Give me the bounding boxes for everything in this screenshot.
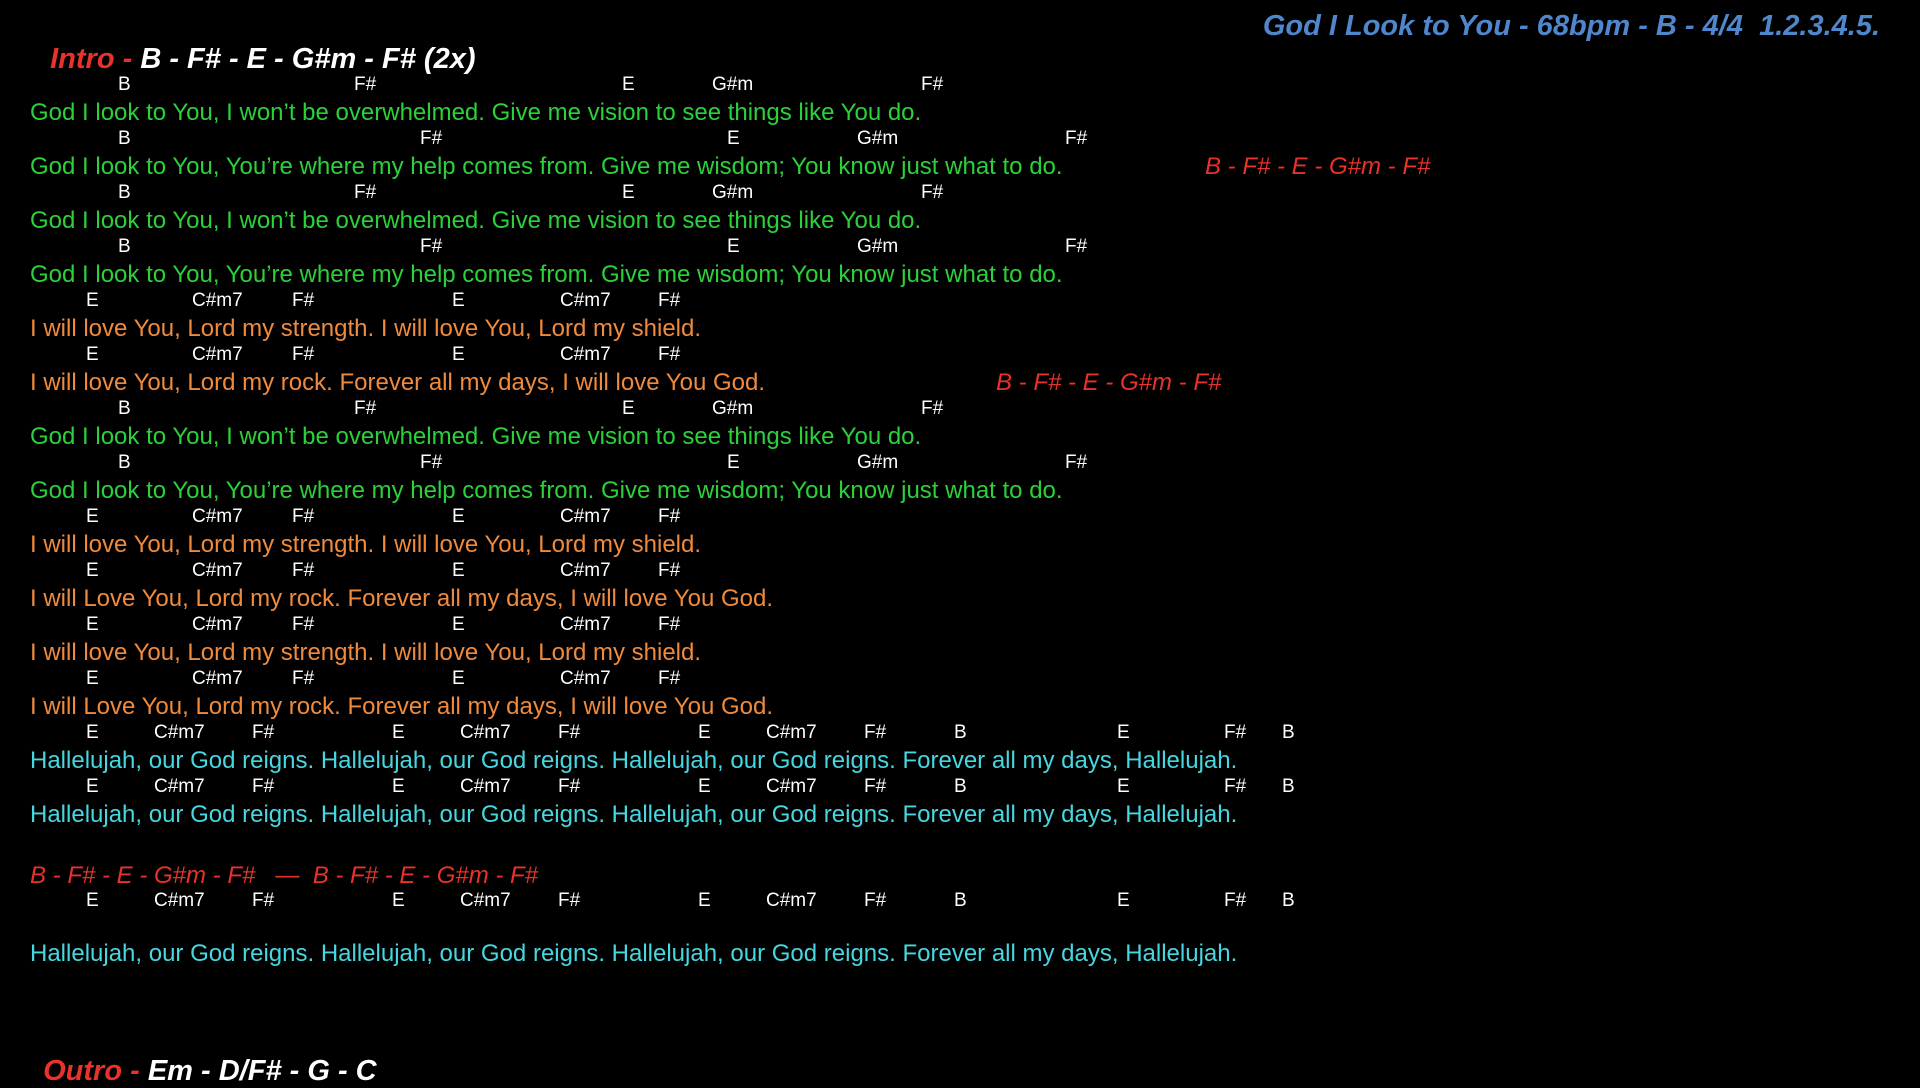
chord-label: E [86,560,99,581]
chord-label: E [622,398,635,419]
chord-label: E [86,614,99,635]
chord-label: F# [1065,236,1088,257]
chord-label: C#m7 [560,668,611,689]
chord-label: C#m7 [560,560,611,581]
intro-label: Intro - [50,43,141,75]
song-title: God I Look to You - 68bpm - B - 4/4 1.2.3.4.5. [1262,10,1880,42]
chord-label: E [86,890,99,911]
chord-label: F# [354,182,377,203]
chord-label: F# [354,74,377,95]
chord-label: E [452,506,465,527]
chord-label: G#m [857,128,899,149]
chord-label: G#m [857,452,899,473]
side-progression: B - F# - E - G#m - F# [996,369,1222,396]
chord-label: E [452,614,465,635]
chord-label: F# [252,776,275,797]
chord-label: B [118,452,131,473]
lyric-line: God I look to You, You’re where my help comes from. Give me wisdom; You know just what to do. [30,153,1063,180]
chord-label: E [698,776,711,797]
chord-label: C#m7 [192,290,243,311]
chord-label: F# [921,398,944,419]
chord-label: C#m7 [192,560,243,581]
chord-label: E [1117,722,1130,743]
chord-label: F# [658,668,681,689]
chord-label: F# [1065,452,1088,473]
chord-label: E [86,290,99,311]
chord-label: C#m7 [766,890,817,911]
chord-label: B [1282,890,1295,911]
chord-label: F# [292,506,315,527]
chord-label: C#m7 [192,344,243,365]
lyric-line: I will love You, Lord my rock. Forever all my days, I will love You God. [30,369,765,396]
chord-label: E [727,128,740,149]
chord-label: C#m7 [154,722,205,743]
chord-label: F# [292,668,315,689]
chord-label: C#m7 [766,776,817,797]
chord-label: B [1282,722,1295,743]
chord-label: F# [292,614,315,635]
chord-label: E [452,560,465,581]
chord-label: F# [354,398,377,419]
chord-label: F# [864,722,887,743]
chord-label: G#m [857,236,899,257]
chord-label: F# [420,128,443,149]
chord-label: E [727,236,740,257]
chord-label: E [86,722,99,743]
chord-label: G#m [712,398,754,419]
chord-label: F# [558,722,581,743]
chord-label: F# [921,74,944,95]
chord-label: F# [658,560,681,581]
lyric-line: Hallelujah, our God reigns. Hallelujah, our God reigns. Hallelujah, our God reigns. Forever all my days, Hallelujah. [30,747,1238,774]
chord-label: E [86,344,99,365]
chord-label: B [118,74,131,95]
chord-label: E [86,506,99,527]
chord-label: F# [292,344,315,365]
chord-label: F# [1065,128,1088,149]
chord-label: B [1282,776,1295,797]
chord-label: C#m7 [766,722,817,743]
chord-label: C#m7 [154,890,205,911]
chord-label: F# [658,506,681,527]
chord-label: E [392,722,405,743]
chord-label: F# [252,890,275,911]
chord-label: C#m7 [560,290,611,311]
lyric-line: God I look to You, I won’t be overwhelmed. Give me vision to see things like You do. [30,207,922,234]
chord-label: C#m7 [192,506,243,527]
chord-label: F# [921,182,944,203]
outro-section [27,1022,377,1088]
chord-label: C#m7 [560,614,611,635]
outro-chords: Em - D/F# - G - C [147,1055,377,1087]
chord-label: B [118,398,131,419]
chord-label: C#m7 [460,722,511,743]
chord-label: E [1117,890,1130,911]
chord-label: F# [1224,890,1247,911]
chord-label: C#m7 [560,344,611,365]
chord-label: C#m7 [460,776,511,797]
chord-label: B [118,128,131,149]
chord-label: F# [420,236,443,257]
chord-label: E [698,890,711,911]
chord-label: F# [420,452,443,473]
chord-label: C#m7 [560,506,611,527]
chord-label: F# [864,890,887,911]
chord-label: B [118,236,131,257]
lyric-line: God I look to You, I won’t be overwhelmed. Give me vision to see things like You do. [30,423,922,450]
chord-label: E [452,290,465,311]
chord-label: B [954,890,967,911]
chord-label: F# [252,722,275,743]
lyric-line: I will Love You, Lord my rock. Forever all my days, I will love You God. [30,585,774,612]
chord-label: F# [292,290,315,311]
lyric-line: I will love You, Lord my strength. I will love You, Lord my shield. [30,315,702,342]
chord-label: E [1117,776,1130,797]
outro-label: Outro - [43,1055,148,1087]
chord-label: F# [1224,722,1247,743]
chord-label: E [392,776,405,797]
chord-label: E [452,668,465,689]
interlude-progression: B - F# - E - G#m - F# — B - F# - E - G#m - F# [30,862,539,889]
side-progression: B - F# - E - G#m - F# [1205,153,1431,180]
chord-label: F# [558,890,581,911]
chord-label: G#m [712,182,754,203]
lyric-line: God I look to You, I won’t be overwhelmed. Give me vision to see things like You do. [30,99,922,126]
chord-label: E [622,74,635,95]
chord-label: E [86,668,99,689]
lyric-line: God I look to You, You’re where my help comes from. Give me wisdom; You know just what to do. [30,261,1063,288]
chord-label: B [954,722,967,743]
chord-label: E [452,344,465,365]
lyric-line: God I look to You, You’re where my help comes from. Give me wisdom; You know just what to do. [30,477,1063,504]
chord-label: C#m7 [460,890,511,911]
chord-label: E [622,182,635,203]
chord-label: F# [864,776,887,797]
chord-label: C#m7 [192,668,243,689]
chord-label: C#m7 [192,614,243,635]
chord-label: F# [658,344,681,365]
chord-label: F# [658,290,681,311]
chord-label: E [727,452,740,473]
chord-label: F# [558,776,581,797]
chord-label: F# [658,614,681,635]
intro-chords: B - F# - E - G#m - F# (2x) [140,43,476,75]
chord-label: E [392,890,405,911]
chord-label: B [954,776,967,797]
chord-label: F# [292,560,315,581]
chord-label: E [698,722,711,743]
intro-section [34,10,476,76]
chord-label: G#m [712,74,754,95]
lyric-line: I will Love You, Lord my rock. Forever all my days, I will love You God. [30,693,774,720]
lyric-line: Hallelujah, our God reigns. Hallelujah, our God reigns. Hallelujah, our God reigns. Forever all my days, Hallelujah. [30,940,1238,967]
chord-label: B [118,182,131,203]
lyric-line: I will love You, Lord my strength. I will love You, Lord my shield. [30,639,702,666]
lyric-line: Hallelujah, our God reigns. Hallelujah, our God reigns. Hallelujah, our God reigns. Forever all my days, Hallelujah. [30,801,1238,828]
chord-label: C#m7 [154,776,205,797]
chord-label: F# [1224,776,1247,797]
lyric-line: I will love You, Lord my strength. I will love You, Lord my shield. [30,531,702,558]
chord-label: E [86,776,99,797]
